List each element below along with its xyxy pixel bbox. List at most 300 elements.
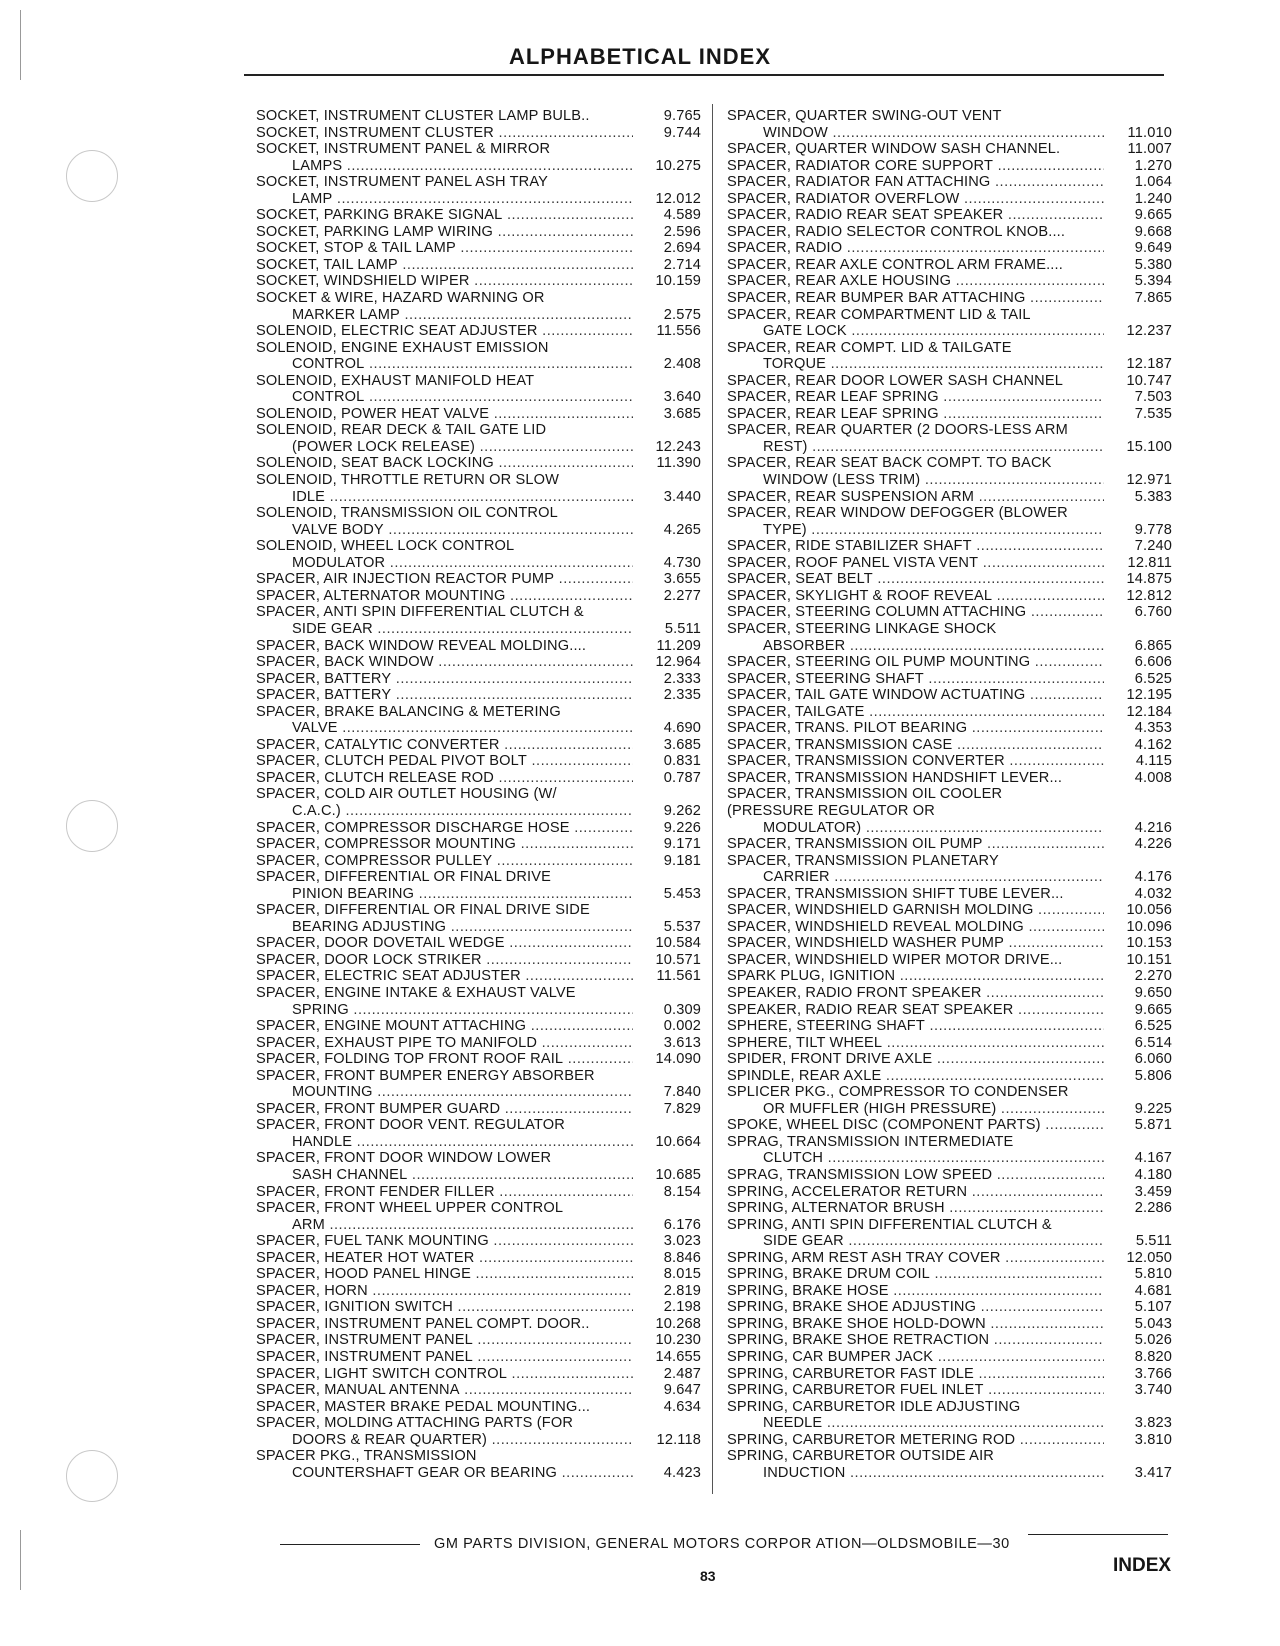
entry-page-ref: 2.487 <box>663 1365 701 1382</box>
punch-hole <box>66 150 118 202</box>
entry-name: SPACER, FOLDING TOP FRONT ROOF RAIL ..... <box>256 1051 633 1068</box>
entry-name-line: SPACER PKG., TRANSMISSION <box>256 1448 477 1465</box>
index-entry <box>727 1035 1172 1052</box>
entry-page-ref: 4.353 <box>1134 720 1172 737</box>
entry-name: SPACER, REAR AXLE HOUSING ..... <box>727 273 1104 290</box>
entry-name: SPACER, WINDSHIELD WIPER MOTOR DRIVE... <box>727 951 1063 968</box>
index-entry <box>256 604 701 637</box>
index-entry <box>256 455 701 472</box>
entry-name-line: SOCKET, INSTRUMENT PANEL & MIRROR <box>256 141 551 158</box>
entry-page-ref: 3.440 <box>663 488 701 505</box>
entry-name-line: SPRING, CARBURETOR OUTSIDE AIR <box>727 1448 994 1465</box>
entry-name: SPACER, BATTERY ..... <box>256 687 633 704</box>
entry-name-line: SPACER, STEERING LINKAGE SHOCK <box>727 620 997 637</box>
entry-page-ref: 10.747 <box>1126 372 1172 389</box>
entry-page-ref: 2.575 <box>663 306 701 323</box>
entry-name: SPRING, ALTERNATOR BRUSH ..... <box>727 1200 1104 1217</box>
entry-name-continuation: C.A.C.) ..... <box>256 803 633 820</box>
entry-page-ref: 10.685 <box>655 1167 701 1183</box>
entry-page-ref: 4.681 <box>1134 1282 1172 1299</box>
entry-page-ref: 12.237 <box>1126 323 1172 340</box>
entry-name: SPACER, SKYLIGHT & ROOF REVEAL ..... <box>727 588 1104 605</box>
index-entry <box>256 1117 701 1150</box>
entry-page-ref: 4.162 <box>1134 736 1172 753</box>
entry-name-line: SPACER, ENGINE INTAKE & EXHAUST VALVE <box>256 984 576 1001</box>
index-entry <box>727 538 1172 555</box>
entry-page-ref: 5.026 <box>1134 1332 1172 1349</box>
scan-edge-mark <box>20 10 21 80</box>
index-entry <box>727 1250 1172 1267</box>
index-entry <box>256 340 701 373</box>
column-divider <box>712 104 713 1494</box>
section-tag: INDEX <box>1113 1555 1172 1576</box>
entry-page-ref: 14.875 <box>1126 571 1172 588</box>
entry-page-ref: 9.181 <box>663 852 701 869</box>
entry-page-ref: 6.606 <box>1134 654 1172 671</box>
entry-name: SPOKE, WHEEL DISC (COMPONENT PARTS) ..... <box>727 1117 1104 1134</box>
entry-name: SOLENOID, ELECTRIC SEAT ADJUSTER ..... <box>256 323 633 340</box>
entry-page-ref: 9.171 <box>663 836 701 853</box>
entry-name-continuation: SIDE GEAR ..... <box>256 621 633 638</box>
entry-name <box>256 985 633 1018</box>
index-entry <box>256 588 701 605</box>
entry-page-ref: 12.243 <box>655 438 701 455</box>
entry-name: SOCKET, TAIL LAMP ..... <box>256 257 633 274</box>
entry-page-ref: 9.765 <box>663 108 701 124</box>
entry-page-ref: 10.151 <box>1126 951 1172 968</box>
index-entry <box>256 1316 701 1333</box>
entry-name <box>727 1217 1104 1250</box>
entry-name <box>256 1150 633 1183</box>
entry-page-ref: 6.865 <box>1134 637 1172 654</box>
entry-page-ref: 9.665 <box>1134 1001 1172 1018</box>
entry-name: SPACER, TRANSMISSION HANDSHIFT LEVER... <box>727 769 1063 786</box>
entry-page-ref: 2.335 <box>663 687 701 704</box>
entry-page-ref: 3.740 <box>1134 1382 1172 1399</box>
entry-page-ref: 0.309 <box>663 1001 701 1018</box>
entry-page-ref: 5.511 <box>664 620 701 637</box>
entry-page-ref: 1.064 <box>1134 174 1172 191</box>
index-entry <box>256 737 701 754</box>
entry-page-ref: 10.159 <box>655 273 701 290</box>
entry-page-ref: 5.511 <box>1135 1233 1172 1250</box>
index-entry <box>727 373 1172 390</box>
entry-name: SPACER, REAR LEAF SPRING ..... <box>727 406 1104 423</box>
entry-name <box>727 307 1104 340</box>
entry-name-continuation: TYPE) ..... <box>727 522 1104 539</box>
entry-name-continuation: SASH CHANNEL ..... <box>256 1167 633 1184</box>
index-entry <box>256 323 701 340</box>
entry-name <box>256 472 633 505</box>
entry-page-ref: 2.270 <box>1134 968 1172 985</box>
entry-page-ref: 9.226 <box>663 819 701 836</box>
entry-name: SPACER, AIR INJECTION REACTOR PUMP ..... <box>256 571 633 588</box>
entry-name-continuation: CARRIER ..... <box>727 869 1104 886</box>
entry-name-line: SPACER, FRONT WHEEL UPPER CONTROL <box>256 1200 564 1217</box>
entry-page-ref: 8.846 <box>663 1249 701 1266</box>
entry-page-ref: 9.665 <box>1134 207 1172 224</box>
index-entry <box>256 1448 701 1481</box>
index-entry <box>727 108 1172 141</box>
entry-name-line: SPACER, BRAKE BALANCING & METERING <box>256 703 561 720</box>
entry-page-ref: 9.262 <box>663 802 701 819</box>
index-entry <box>727 1283 1172 1300</box>
index-entry <box>256 1332 701 1349</box>
index-entry <box>727 207 1172 224</box>
entry-name: SPACER, MASTER BRAKE PEDAL MOUNTING... <box>256 1398 591 1415</box>
index-entry <box>727 158 1172 175</box>
index-entry <box>727 340 1172 373</box>
entry-name: SPRING, BRAKE SHOE RETRACTION ..... <box>727 1332 1104 1349</box>
entry-name-continuation: SIDE GEAR ..... <box>727 1233 1104 1250</box>
entry-name: SPACER, TRANS. PILOT BEARING ..... <box>727 720 1104 737</box>
entry-page-ref: 11.209 <box>656 637 701 654</box>
entry-name-continuation: LAMP ..... <box>256 191 633 208</box>
entry-name: SPACER, WINDSHIELD REVEAL MOLDING ..... <box>727 919 1104 936</box>
entry-name-line: SOLENOID, THROTTLE RETURN OR SLOW <box>256 472 560 489</box>
index-entry <box>727 935 1172 952</box>
entry-page-ref: 12.118 <box>656 1431 701 1448</box>
index-entry <box>256 538 701 571</box>
entry-name-continuation: IDLE ..... <box>256 489 633 506</box>
entry-name: SOCKET, INSTRUMENT CLUSTER ..... <box>256 125 633 142</box>
entry-name: SPEAKER, RADIO REAR SEAT SPEAKER ..... <box>727 1002 1104 1019</box>
index-entry <box>727 1084 1172 1117</box>
entry-page-ref: 10.230 <box>655 1332 701 1349</box>
entry-name: SPACER, STEERING COLUMN ATTACHING ..... <box>727 604 1104 621</box>
entry-name: SPACER, RADIO SELECTOR CONTROL KNOB.... <box>727 223 1066 240</box>
entry-page-ref: 3.823 <box>1134 1415 1172 1432</box>
index-entry <box>256 1233 701 1250</box>
entry-page-ref: 3.810 <box>1134 1431 1172 1448</box>
entry-page-ref: 9.225 <box>1134 1100 1172 1117</box>
entry-name: SPRING, CARBURETOR METERING ROD ..... <box>727 1432 1104 1449</box>
index-entry <box>256 952 701 969</box>
entry-name-continuation: WINDOW ..... <box>727 125 1104 142</box>
entry-page-ref: 10.584 <box>655 935 701 952</box>
entry-name-line: SOLENOID, REAR DECK & TAIL GATE LID <box>256 422 547 439</box>
index-entry <box>727 1316 1172 1333</box>
entry-name: SPRING, ACCELERATOR RETURN ..... <box>727 1184 1104 1201</box>
index-entry <box>256 1018 701 1035</box>
entry-page-ref: 5.043 <box>1134 1315 1172 1332</box>
entry-name-continuation: (POWER LOCK RELEASE) ..... <box>256 439 633 456</box>
index-entry <box>727 240 1172 257</box>
entry-page-ref: 9.744 <box>663 124 701 141</box>
entry-page-ref: 3.685 <box>663 736 701 753</box>
entry-name <box>256 505 633 538</box>
entry-name: SPACER, EXHAUST PIPE TO MANIFOLD ..... <box>256 1035 633 1052</box>
entry-name: SPHERE, TILT WHEEL ..... <box>727 1035 1104 1052</box>
entry-name-continuation: COUNTERSHAFT GEAR OR BEARING ..... <box>256 1465 633 1482</box>
index-entry <box>256 836 701 853</box>
entry-name: SPACER, ROOF PANEL VISTA VENT ..... <box>727 555 1104 572</box>
entry-name <box>727 621 1104 654</box>
index-entry <box>256 770 701 787</box>
entry-name: SOLENOID, POWER HEAT VALVE ..... <box>256 406 633 423</box>
entry-page-ref: 10.275 <box>655 157 701 174</box>
entry-name <box>256 786 633 819</box>
entry-page-ref: 4.115 <box>1135 753 1172 770</box>
entry-name: SPACER, MANUAL ANTENNA ..... <box>256 1382 633 1399</box>
entry-page-ref: 5.537 <box>663 918 701 935</box>
entry-name: SOCKET, INSTRUMENT CLUSTER LAMP BULB.. <box>256 108 590 124</box>
entry-page-ref: 8.820 <box>1134 1349 1172 1366</box>
entry-page-ref: 7.829 <box>663 1100 701 1117</box>
entry-name <box>727 422 1104 455</box>
entry-page-ref: 9.650 <box>1134 984 1172 1001</box>
entry-page-ref: 12.812 <box>1126 587 1172 604</box>
index-entry <box>256 141 701 174</box>
entry-name: SPACER, DOOR DOVETAIL WEDGE ..... <box>256 935 633 952</box>
entry-name: SPRAG, TRANSMISSION LOW SPEED ..... <box>727 1167 1104 1184</box>
entry-page-ref: 5.453 <box>663 885 701 902</box>
entry-page-ref: 10.571 <box>655 951 701 968</box>
entry-name: SOCKET, STOP & TAIL LAMP ..... <box>256 240 633 257</box>
entry-name <box>727 1448 1104 1481</box>
entry-name: SPACER, TRANSMISSION OIL PUMP ..... <box>727 836 1104 853</box>
entry-page-ref: 6.525 <box>1134 670 1172 687</box>
entry-name: SPRING, CARBURETOR FAST IDLE ..... <box>727 1366 1104 1383</box>
entry-page-ref: 10.096 <box>1126 918 1172 935</box>
page-number: 83 <box>700 1568 716 1584</box>
entry-name: SPACER, COMPRESSOR MOUNTING ..... <box>256 836 633 853</box>
index-entry <box>256 1250 701 1267</box>
index-entry <box>256 125 701 142</box>
entry-name-continuation: MODULATOR ..... <box>256 555 633 572</box>
index-entry <box>256 704 701 737</box>
entry-name: SPACER, COMPRESSOR DISCHARGE HOSE ..... <box>256 820 633 837</box>
entry-name: SPIDER, FRONT DRIVE AXLE ..... <box>727 1051 1104 1068</box>
index-entry <box>256 257 701 274</box>
entry-name <box>256 869 633 902</box>
index-entry <box>256 1051 701 1068</box>
entry-name: SPINDLE, REAR AXLE ..... <box>727 1068 1104 1085</box>
entry-page-ref: 7.840 <box>663 1084 701 1101</box>
entry-name: SOCKET, PARKING LAMP WIRING ..... <box>256 224 633 241</box>
entry-page-ref: 9.647 <box>663 1382 701 1399</box>
entry-name-continuation: INDUCTION ..... <box>727 1465 1104 1482</box>
entry-name: SPACER, BATTERY ..... <box>256 671 633 688</box>
entry-name: SPACER, CLUTCH RELEASE ROD ..... <box>256 770 633 787</box>
entry-page-ref: 4.690 <box>663 720 701 737</box>
entry-name-continuation: PINION BEARING ..... <box>256 886 633 903</box>
index-entry <box>727 588 1172 605</box>
entry-name: SPRING, BRAKE SHOE ADJUSTING ..... <box>727 1299 1104 1316</box>
entry-page-ref: 2.694 <box>663 240 701 257</box>
entry-name: SPACER, INSTRUMENT PANEL ..... <box>256 1349 633 1366</box>
index-entry <box>256 108 701 125</box>
entry-name: SPACER, TRANSMISSION CONVERTER ..... <box>727 753 1104 770</box>
entry-page-ref: 3.459 <box>1134 1183 1172 1200</box>
entry-name: SPACER, HORN ..... <box>256 1283 633 1300</box>
entry-name-line: SPACER, TRANSMISSION PLANETARY <box>727 852 999 869</box>
index-entry <box>727 1217 1172 1250</box>
entry-page-ref: 0.002 <box>663 1018 701 1035</box>
index-entry <box>727 174 1172 191</box>
entry-page-ref: 12.012 <box>655 190 701 207</box>
entry-name: SPACER, FRONT FENDER FILLER ..... <box>256 1184 633 1201</box>
entry-name-line: SOCKET & WIRE, HAZARD WARNING OR <box>256 290 545 307</box>
index-entry <box>256 1283 701 1300</box>
entry-name-line: SPACER, REAR QUARTER (2 DOORS-LESS ARM <box>727 422 1068 439</box>
index-entry <box>727 389 1172 406</box>
index-entry <box>727 786 1172 836</box>
index-entry <box>256 902 701 935</box>
entry-name-continuation: LAMPS ..... <box>256 158 633 175</box>
entry-name: SOCKET, WINDSHIELD WIPER ..... <box>256 273 633 290</box>
entry-page-ref: 5.380 <box>1134 256 1172 273</box>
index-entry <box>256 671 701 688</box>
entry-name: SOCKET, PARKING BRAKE SIGNAL ..... <box>256 207 633 224</box>
index-entry <box>727 257 1172 274</box>
entry-name-line: SPRAG, TRANSMISSION INTERMEDIATE <box>727 1133 1014 1150</box>
entry-name: SPACER, STEERING OIL PUMP MOUNTING ..... <box>727 654 1104 671</box>
index-entry <box>256 853 701 870</box>
entry-name: SPRING, CAR BUMPER JACK ..... <box>727 1349 1104 1366</box>
entry-name-continuation: TORQUE ..... <box>727 356 1104 373</box>
entry-page-ref: 2.596 <box>663 223 701 240</box>
entry-name: SPACER, DOOR LOCK STRIKER ..... <box>256 952 633 969</box>
entry-name: SPACER, RIDE STABILIZER SHAFT ..... <box>727 538 1104 555</box>
index-entry <box>256 373 701 406</box>
punch-hole <box>66 800 118 852</box>
entry-page-ref: 4.216 <box>1134 819 1172 836</box>
entry-page-ref: 3.613 <box>663 1034 701 1051</box>
index-entry <box>256 1415 701 1448</box>
entry-page-ref: 0.831 <box>663 753 701 770</box>
entry-name-line: SPACER, MOLDING ATTACHING PARTS (FOR <box>256 1415 574 1432</box>
entry-name-line: SOLENOID, TRANSMISSION OIL CONTROL <box>256 505 558 522</box>
entry-name: SPACER, TRANSMISSION CASE ..... <box>727 737 1104 754</box>
entry-name-continuation: HANDLE ..... <box>256 1134 633 1151</box>
entry-page-ref: 7.240 <box>1134 538 1172 555</box>
entry-page-ref: 4.730 <box>663 554 701 571</box>
index-entry <box>256 935 701 952</box>
entry-page-ref: 15.100 <box>1126 438 1172 455</box>
index-entry <box>256 472 701 505</box>
entry-page-ref: 4.176 <box>1134 869 1172 886</box>
entry-page-ref: 4.423 <box>663 1464 701 1481</box>
entry-name-line: SPACER, FRONT DOOR WINDOW LOWER <box>256 1150 552 1167</box>
entry-name: SPACER, ALTERNATOR MOUNTING ..... <box>256 588 633 605</box>
index-entry <box>727 1117 1172 1134</box>
index-entry <box>727 753 1172 770</box>
entry-name-line: SOLENOID, WHEEL LOCK CONTROL <box>256 538 515 555</box>
entry-page-ref: 2.198 <box>663 1299 701 1316</box>
entry-name: SPACER, INSTRUMENT PANEL COMPT. DOOR.. <box>256 1315 590 1332</box>
scan-edge-mark <box>20 1530 21 1590</box>
index-entry <box>727 704 1172 721</box>
index-entry <box>727 555 1172 572</box>
index-entry <box>256 273 701 290</box>
entry-page-ref: 2.714 <box>663 256 701 273</box>
index-entry <box>256 1366 701 1383</box>
entry-name: SPACER, FUEL TANK MOUNTING ..... <box>256 1233 633 1250</box>
index-entry <box>256 1382 701 1399</box>
entry-name-continuation: ABSORBER ..... <box>727 638 1104 655</box>
entry-name-continuation: GATE LOCK ..... <box>727 323 1104 340</box>
entry-page-ref: 7.503 <box>1134 389 1172 406</box>
entry-name-line: SPACER, REAR COMPARTMENT LID & TAIL <box>727 306 1031 323</box>
entry-page-ref: 4.226 <box>1134 836 1172 853</box>
index-column-left <box>256 108 701 1481</box>
entry-name: SPACER, REAR DOOR LOWER SASH CHANNEL <box>727 372 1063 389</box>
entry-page-ref: 4.265 <box>663 521 701 538</box>
index-entry <box>256 1399 701 1416</box>
entry-name <box>256 290 633 323</box>
entry-name: SPACER, FRONT BUMPER GUARD ..... <box>256 1101 633 1118</box>
index-entry <box>256 654 701 671</box>
entry-name: SPACER, ELECTRIC SEAT ADJUSTER ..... <box>256 968 633 985</box>
entry-name <box>727 786 1104 836</box>
entry-name <box>256 1117 633 1150</box>
entry-name-line: SPRING, ANTI SPIN DIFFERENTIAL CLUTCH & <box>727 1216 1052 1233</box>
entry-name: SPACER, STEERING SHAFT ..... <box>727 671 1104 688</box>
entry-name: SPACER, WINDSHIELD WASHER PUMP ..... <box>727 935 1104 952</box>
index-entry <box>727 307 1172 340</box>
index-entry <box>727 1399 1172 1432</box>
entry-page-ref: 14.655 <box>655 1349 701 1366</box>
entry-page-ref: 6.760 <box>1134 604 1172 621</box>
entry-page-ref: 11.556 <box>656 323 701 340</box>
entry-page-ref: 12.187 <box>1126 356 1172 373</box>
entry-name: SPRING, ARM REST ASH TRAY COVER ..... <box>727 1250 1104 1267</box>
index-entry <box>727 919 1172 936</box>
entry-page-ref: 2.286 <box>1134 1200 1172 1217</box>
entry-name-continuation: SPRING ..... <box>256 1002 633 1019</box>
index-entry <box>256 820 701 837</box>
entry-page-ref: 3.766 <box>1134 1365 1172 1382</box>
index-entry <box>256 1266 701 1283</box>
entry-page-ref: 5.871 <box>1134 1117 1172 1134</box>
index-entry <box>727 720 1172 737</box>
entry-name: SPACER, HOOD PANEL HINGE ..... <box>256 1266 633 1283</box>
index-entry <box>727 1018 1172 1035</box>
footer-rule-left <box>280 1544 420 1545</box>
index-entry <box>256 985 701 1018</box>
index-entry <box>256 207 701 224</box>
index-entry <box>727 505 1172 538</box>
entry-name-continuation: BEARING ADJUSTING ..... <box>256 919 633 936</box>
index-entry <box>727 886 1172 903</box>
entry-page-ref: 10.056 <box>1126 902 1172 919</box>
entry-name-continuation: REST) ..... <box>727 439 1104 456</box>
entry-page-ref: 12.971 <box>1126 472 1172 489</box>
index-entry <box>727 273 1172 290</box>
index-entry <box>256 869 701 902</box>
entry-name: SPACER, REAR LEAF SPRING ..... <box>727 389 1104 406</box>
entry-name-line: SPACER, TRANSMISSION OIL COOLER <box>727 786 1003 803</box>
index-entry <box>727 853 1172 886</box>
entry-name: SPACER, BACK WINDOW REVEAL MOLDING.... <box>256 637 587 654</box>
entry-name-line: SPACER, ANTI SPIN DIFFERENTIAL CLUTCH & <box>256 604 584 621</box>
index-entry <box>727 952 1172 969</box>
index-entry <box>727 1068 1172 1085</box>
entry-name: SPACER, CATALYTIC CONVERTER ..... <box>256 737 633 754</box>
index-entry <box>727 1002 1172 1019</box>
entry-name <box>256 174 633 207</box>
entry-name: SPACER, IGNITION SWITCH ..... <box>256 1299 633 1316</box>
entry-name <box>727 1084 1104 1117</box>
entry-name <box>256 340 633 373</box>
entry-name: SPACER, REAR AXLE CONTROL ARM FRAME.... <box>727 256 1063 273</box>
index-entry <box>727 1432 1172 1449</box>
entry-name-line: SPACER, REAR WINDOW DEFOGGER (BLOWER <box>727 505 1068 522</box>
entry-page-ref: 10.268 <box>655 1315 701 1332</box>
index-entry <box>256 1035 701 1052</box>
entry-name: SPARK PLUG, IGNITION ..... <box>727 968 1104 985</box>
